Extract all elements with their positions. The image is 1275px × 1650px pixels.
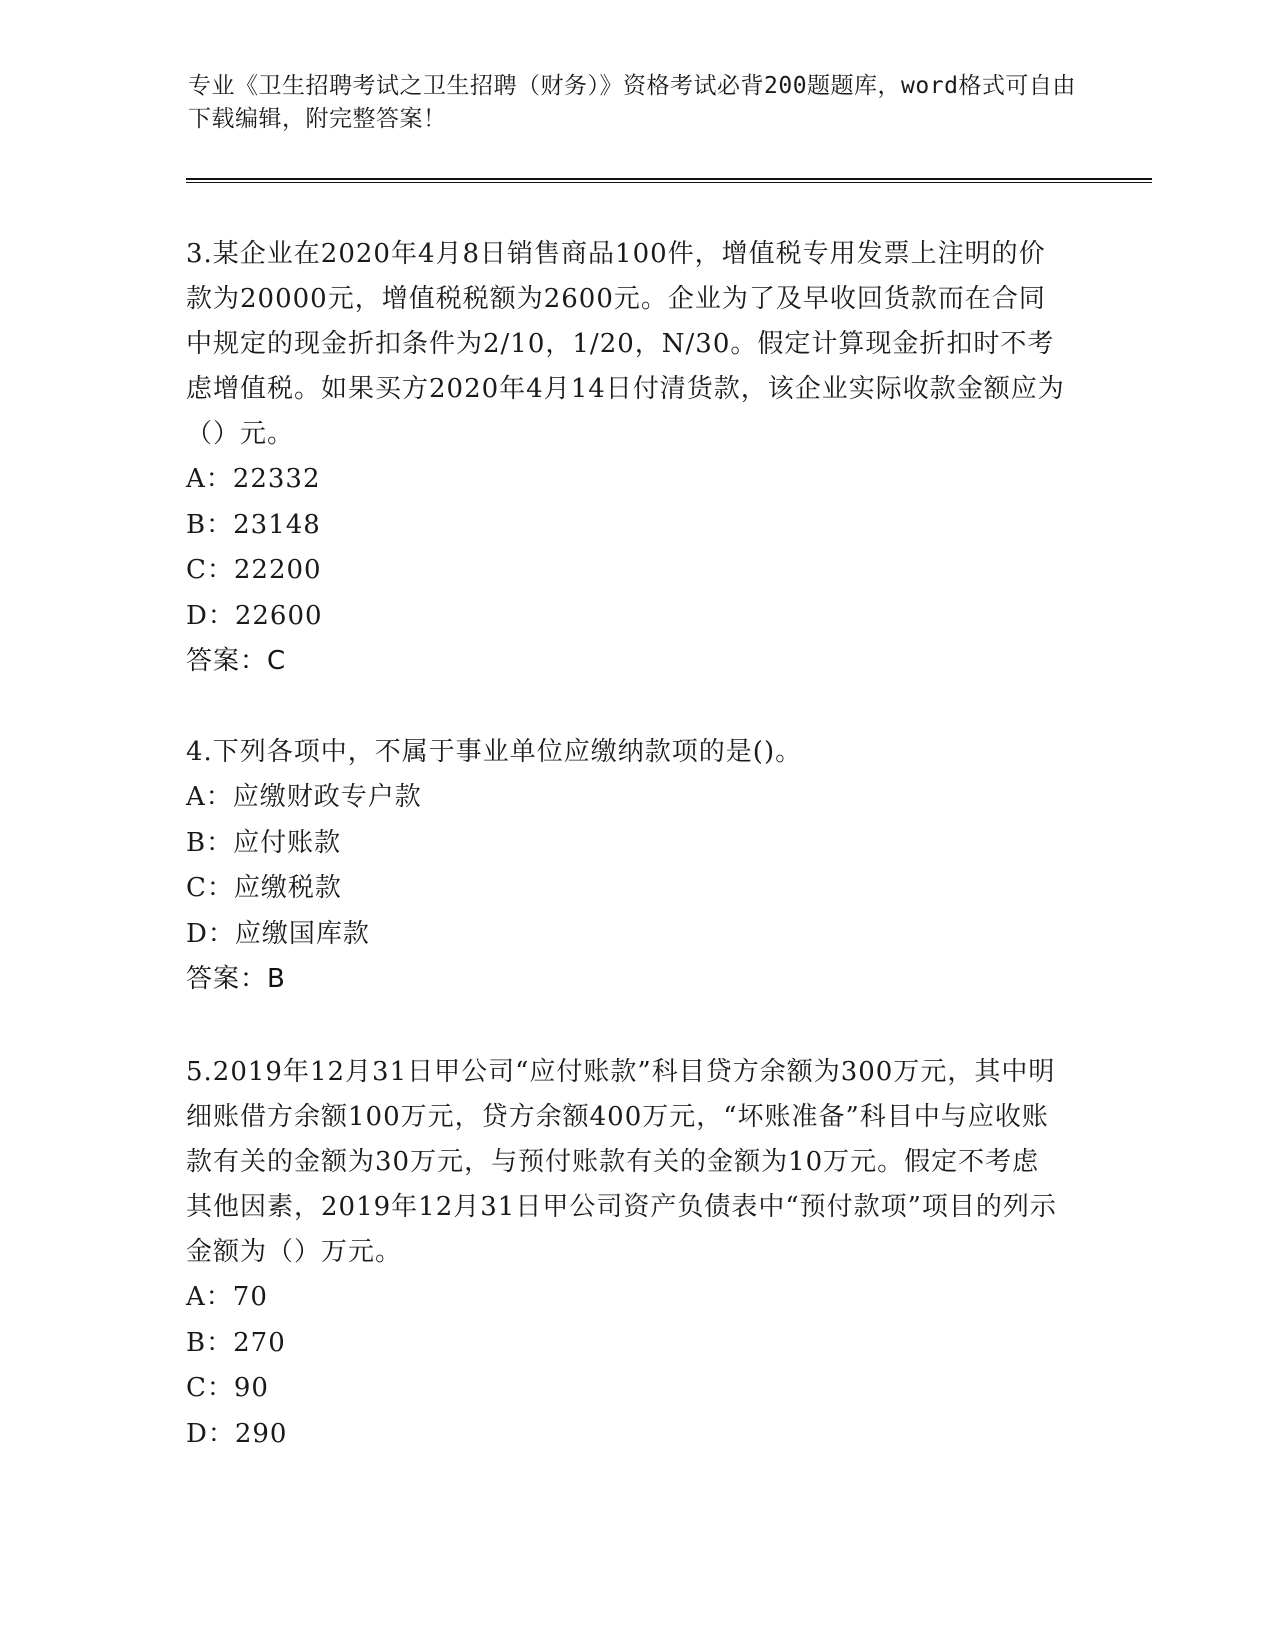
option-d: D：22600 (186, 600, 323, 631)
question-3 (186, 232, 1066, 684)
document-header (188, 70, 1088, 136)
question-stem: 5.2019年12月31日甲公司“应付账款”科目贷方余额为300万元，其中明细账借方余额100万元，贷方余额400万元，“坏账准备”科目中与应收账款有关的金额为30万元，与预付账款有关的金额为10万元。假定不考虑其他因素，2019年12月31日甲公司资产负债表中“预付款项”项目的列示金额为（）万元。 (186, 1057, 1057, 1267)
header-title: 专业《卫生招聘考试之卫生招聘（财务）》资格考试必背200题题库，word格式可自由下载编辑，附完整答案！ (188, 73, 1076, 132)
option-a: A：70 (186, 1282, 268, 1312)
question-stem: 3.某企业在2020年4月8日销售商品100件，增值税专用发票上注明的价款为20000元，增值税税额为2600元。企业为了及早收回货款而在合同中规定的现金折扣条件为2/10，1/20，N/30。假定计算现金折扣时不考虑增值税。如果买方2020年4月14日付清货款，该企业实际收款金额应为（）元。 (186, 239, 1065, 449)
question-stem: 4.下列各项中，不属于事业单位应缴纳款项的是()。 (186, 737, 803, 767)
option-b: B：23148 (186, 509, 321, 540)
option-b: B：应付账款 (186, 827, 342, 858)
option-c: C：22200 (186, 555, 322, 585)
question-5 (186, 1050, 1066, 1457)
option-a: A：22332 (186, 464, 321, 494)
option-c: C：应缴税款 (186, 873, 342, 903)
answer: 答案：C (186, 646, 287, 676)
option-a: A：应缴财政专户款 (186, 782, 422, 812)
option-b: B：270 (186, 1327, 286, 1358)
answer: 答案：B (186, 964, 286, 994)
option-d: D：290 (186, 1418, 288, 1449)
header-divider (186, 178, 1152, 183)
question-4 (186, 730, 1066, 1002)
option-c: C：90 (186, 1373, 269, 1403)
option-d: D：应缴国库款 (186, 918, 370, 949)
